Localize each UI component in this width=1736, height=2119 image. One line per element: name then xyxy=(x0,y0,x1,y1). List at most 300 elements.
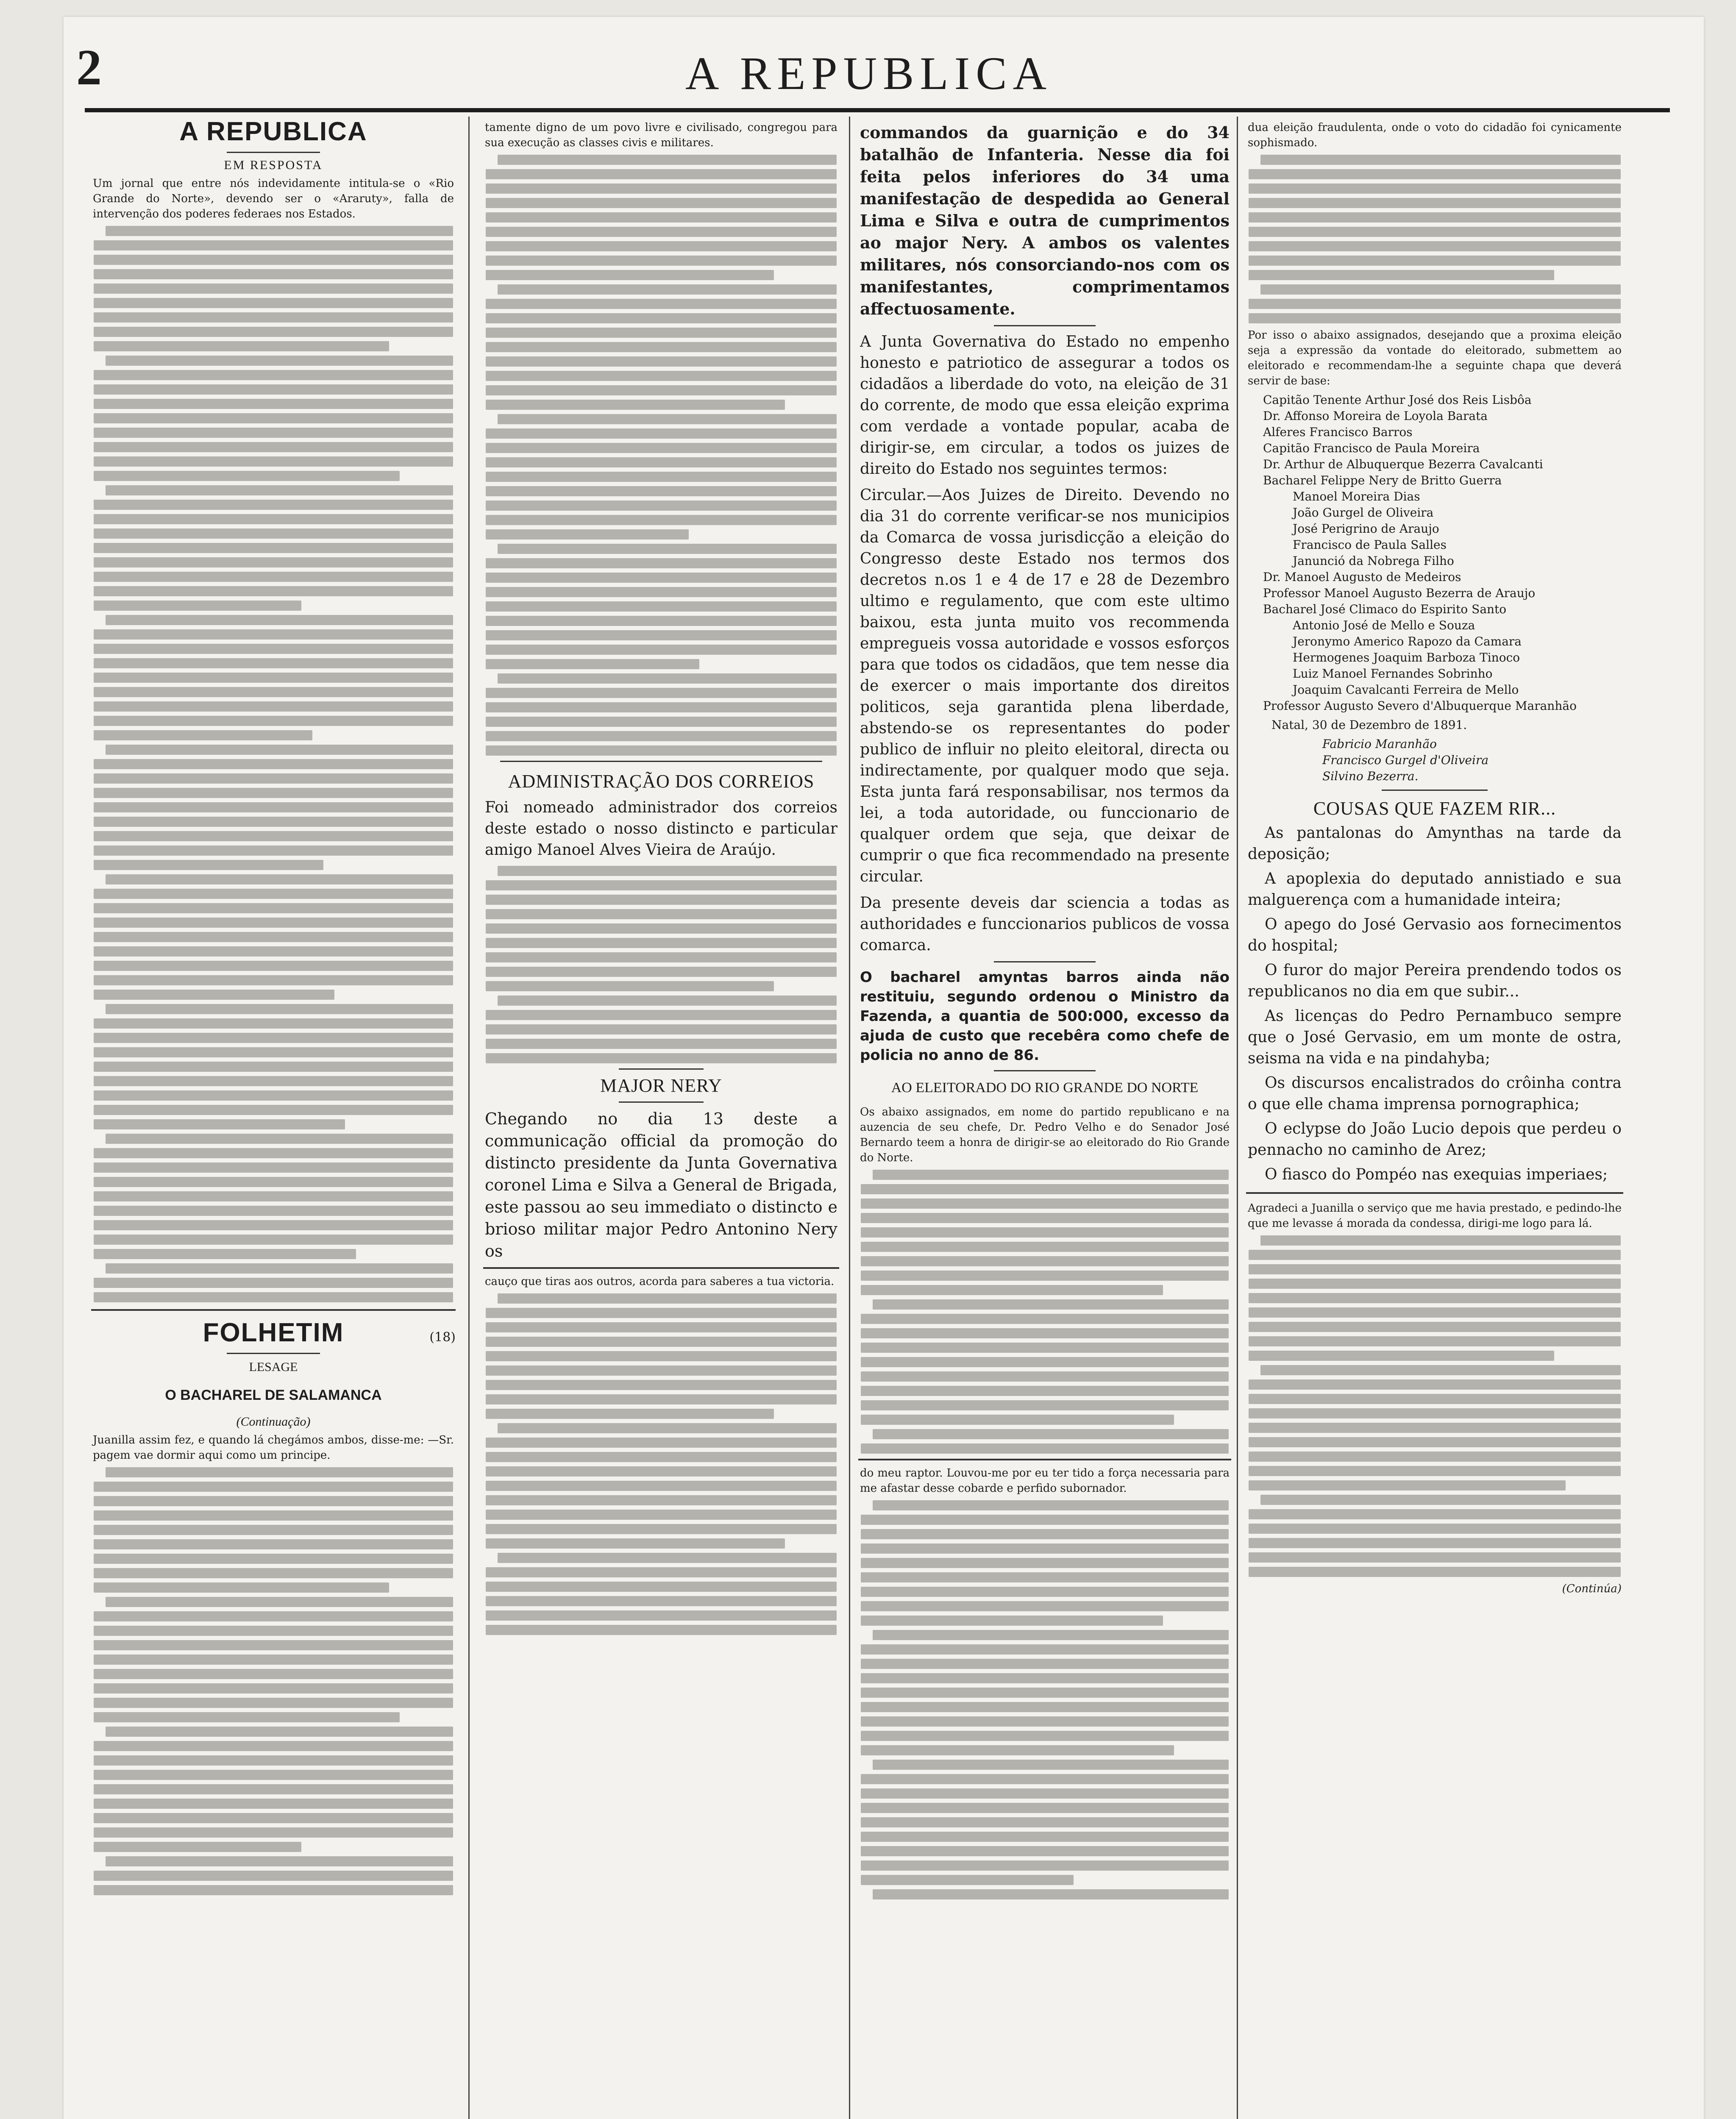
text-line xyxy=(486,895,837,905)
text-line xyxy=(94,788,453,798)
text-line xyxy=(94,1076,453,1086)
text-line xyxy=(106,1467,453,1477)
text-line xyxy=(94,730,312,740)
text-line xyxy=(94,1755,453,1766)
text-line xyxy=(486,328,837,338)
text-line xyxy=(861,1199,1229,1209)
text-line xyxy=(861,1529,1229,1539)
divider xyxy=(91,1309,456,1311)
text-line xyxy=(486,1365,837,1376)
text-line xyxy=(94,773,453,784)
text-line xyxy=(486,385,837,395)
text-line xyxy=(498,866,837,876)
text-line xyxy=(1249,169,1621,179)
text-line xyxy=(486,967,837,977)
text-line xyxy=(94,1292,453,1302)
text-line xyxy=(486,952,837,962)
folhetim-lead: Agradeci a Juanilla o serviço que me havia prestado, e pedindo-lhe que me levasse á morada da condessa, dirigi-me logo para lá. xyxy=(1248,1202,1622,1230)
text-line xyxy=(94,1047,453,1057)
column-3 xyxy=(858,117,1231,1904)
correios-body xyxy=(483,866,839,1063)
column-2 xyxy=(483,117,839,1639)
text-line xyxy=(94,1568,453,1578)
text-line xyxy=(861,1184,1229,1194)
folhetim-header xyxy=(91,1318,456,1348)
text-line xyxy=(1249,1437,1621,1447)
text-line xyxy=(1249,227,1621,237)
text-line xyxy=(861,1846,1229,1856)
nery-continuation: commandos da guarnição e do 34 batalhão de Infanteria. Nesse dia foi feita pelos inferiores do 34 uma manifestação de despedida ao General Lima e Silva e outra de cumprimentos ao major Nery. A ambos os valentes militares, nós consorciando-nos com os manifestantes, comprimentamos affectuosamente. xyxy=(860,123,1230,318)
text-line xyxy=(94,1249,356,1259)
junta-circular: Circular.—Aos Juizes de Direito. Devendo no dia 31 do corrente verificar-se nos municipios da Comarca de vossa jurisdicção a eleição do Congresso deste Estado nos termos dos decretos n.os 1 e 4 de 17 e 28 de Dezembro ultimo e regulamento, que com este ultimo baixou, esta junta muito vos recommenda empregueis vossa autoridade e vossos esforços para que todos os cidadãos, que tem nesse dia de exercer o mais importante dos direitos politicos, seja garantida plena liberdade, abstendo-se os representantes do poder publico de influir no pleito eleitoral, directa ou indirectamente, por qualquer modo que seja. Esta junta fará responsabilisar, nos termos da lei, a toda autoridade, ou funccionario de qualquer ordem que seja, que deixar de cumprir o que fica recommendado na presente circular. xyxy=(860,487,1230,885)
text-line xyxy=(861,1242,1229,1252)
text-line xyxy=(94,514,453,524)
text-line xyxy=(1249,1293,1621,1303)
text-line xyxy=(94,701,453,712)
candidate-name: Dr. Affonso Moreira de Loyola Barata xyxy=(1263,409,1488,423)
text-line xyxy=(486,1452,837,1462)
text-line xyxy=(94,946,453,957)
text-line xyxy=(873,1170,1229,1180)
eleitorado-title: AO ELEITORADO DO RIO GRANDE DO NORTE xyxy=(891,1080,1199,1096)
text-line xyxy=(94,240,453,250)
text-line xyxy=(486,601,837,612)
text-line xyxy=(94,586,453,596)
text-line xyxy=(486,313,837,323)
text-line xyxy=(486,702,837,712)
text-line xyxy=(486,1010,837,1020)
text-line xyxy=(94,658,453,668)
candidate-name: José Perigrino de Araujo xyxy=(1293,522,1439,536)
text-line xyxy=(94,817,453,827)
text-line xyxy=(106,1263,453,1274)
text-line xyxy=(94,1235,453,1245)
text-line xyxy=(861,1314,1229,1324)
text-line xyxy=(486,256,837,266)
eleitorado-lead: Os abaixo assignados, em nome do partido republicano e na auzencia de seu chefe, Dr. Pedro Velho e do Senador José Bernardo teem a honra de dirigir-se ao eleitorado do Rio Grande do Norte. xyxy=(860,1106,1230,1164)
text-line xyxy=(94,1191,453,1201)
divider xyxy=(1382,790,1488,791)
text-line xyxy=(486,515,837,525)
text-line xyxy=(861,1256,1229,1266)
text-line xyxy=(486,1582,837,1592)
text-line xyxy=(106,1004,453,1014)
text-line xyxy=(94,1827,453,1838)
cousas-item: O eclypse do João Lucio depois que perdeu o pennacho no caminho de Arez; xyxy=(1248,1120,1622,1159)
text-line xyxy=(873,1299,1229,1310)
cousas-item: As pantalonas do Amynthas na tarde da deposição; xyxy=(1248,824,1622,863)
text-line xyxy=(1249,1423,1621,1433)
text-line xyxy=(861,1716,1229,1727)
text-line xyxy=(94,1496,453,1506)
text-line xyxy=(94,1206,453,1216)
folhetim-body xyxy=(483,1293,839,1635)
text-line xyxy=(486,1438,837,1448)
divider xyxy=(227,1353,320,1354)
text-line xyxy=(861,1832,1229,1842)
text-line xyxy=(94,1539,453,1549)
masthead-title: A REPUBLICA xyxy=(685,47,1053,99)
cousas-item: As licenças do Pedro Pernambuco sempre que o José Gervasio, em um monte de ostra, seisma na vida e na pindahyba; xyxy=(1248,1007,1622,1067)
text-line xyxy=(486,981,774,991)
text-line xyxy=(94,255,453,265)
text-line xyxy=(94,1482,453,1492)
text-line xyxy=(94,1626,453,1636)
candidate-name: Joaquim Cavalcanti Ferreira de Mello xyxy=(1293,683,1519,697)
text-line xyxy=(94,990,334,1000)
text-line xyxy=(873,1500,1229,1510)
text-line xyxy=(486,1351,837,1361)
text-line xyxy=(861,1443,1229,1454)
text-line xyxy=(94,572,453,582)
text-line xyxy=(1249,1452,1621,1462)
divider xyxy=(500,761,822,762)
text-line xyxy=(94,284,453,294)
text-line xyxy=(1249,1351,1554,1361)
section-title-a-republica: A REPUBLICA xyxy=(179,117,367,146)
text-line xyxy=(1249,241,1621,251)
article-continuation: tamente digno de um povo livre e civilisado, congregou para sua execução as classes civis e militares. xyxy=(485,121,837,149)
text-line xyxy=(861,1357,1229,1367)
text-line xyxy=(94,903,453,913)
junta-lead: A Junta Governativa do Estado no empenho honesto e patriotico de assegurar a todos os cidadãos a liberdade do voto, na eleição de 31 do corrente, de modo que essa eleição exprima com verdade a vontade popular, acaba de dirigir-se, em circular, a todos os juizes de direito do Estado nos seguintes termos: xyxy=(860,333,1230,478)
text-line xyxy=(861,1774,1229,1784)
text-line xyxy=(1249,1552,1621,1563)
text-line xyxy=(486,880,837,890)
candidate-name: Janunció da Nobrega Filho xyxy=(1293,554,1454,568)
text-line xyxy=(486,443,837,453)
text-line xyxy=(486,270,774,280)
text-line xyxy=(486,1322,837,1332)
text-line xyxy=(861,1803,1229,1813)
text-line xyxy=(873,1889,1229,1899)
text-line xyxy=(94,528,453,539)
candidate-name: Jeronymo Americo Rapozo da Camara xyxy=(1293,634,1522,648)
text-line xyxy=(94,442,453,452)
text-line xyxy=(94,831,453,841)
text-line xyxy=(486,1039,837,1049)
candidate-name: Capitão Francisco de Paula Moreira xyxy=(1263,441,1480,455)
text-line xyxy=(486,616,837,626)
text-line xyxy=(1249,198,1621,208)
text-line xyxy=(94,543,453,553)
column-1 xyxy=(91,117,456,1899)
divider xyxy=(619,1101,704,1103)
eleitorado-date: Natal, 30 de Dezembro de 1891. xyxy=(1271,718,1467,732)
text-line xyxy=(94,1220,453,1230)
story-title: O BACHAREL DE SALAMANCA xyxy=(165,1387,382,1403)
text-line xyxy=(94,601,301,611)
text-line xyxy=(94,644,453,654)
candidate-name: Dr. Manoel Augusto de Medeiros xyxy=(1263,570,1461,584)
text-line xyxy=(1249,1509,1621,1519)
text-line xyxy=(94,1177,453,1187)
text-line xyxy=(861,1616,1163,1626)
text-line xyxy=(486,400,785,410)
text-line xyxy=(94,1842,301,1852)
text-line xyxy=(486,1481,837,1491)
text-line xyxy=(861,1371,1229,1382)
nery-lead: Chegando no dia 13 deste a communicação official da promoção do distincto presidente da Junta Governativa coronel Lima e Silva a General de Brigada, este passou ao seu immediato o distincto e brioso militar major Pedro Antonino Nery os xyxy=(485,1110,837,1260)
text-line xyxy=(873,1429,1229,1439)
text-line xyxy=(1249,1264,1621,1274)
text-line xyxy=(486,1409,774,1419)
text-line xyxy=(486,169,837,179)
text-line xyxy=(486,923,837,934)
text-line xyxy=(486,745,837,756)
text-line xyxy=(486,501,837,511)
eleitorado-body xyxy=(1246,155,1623,323)
text-line xyxy=(94,1698,453,1708)
text-line xyxy=(486,1495,837,1505)
candidate-name: Francisco de Paula Salles xyxy=(1293,538,1447,552)
candidates-intro: Por isso o abaixo assignados, desejando que a proxima eleição seja a expressão da vontade do eleitorado, submettem ao eleitorado e recommendam-lhe a seguinte chapa que deverá servir de base: xyxy=(1248,329,1622,387)
text-line xyxy=(861,1572,1229,1582)
text-line xyxy=(861,1587,1229,1597)
text-line xyxy=(94,1033,453,1043)
text-line xyxy=(94,1105,453,1115)
text-line xyxy=(94,1162,453,1173)
column-divider xyxy=(1237,117,1238,2119)
text-line xyxy=(94,1062,453,1072)
text-line xyxy=(498,155,837,165)
candidate-name: Capitão Tenente Arthur José dos Reis Lisbôa xyxy=(1263,393,1532,407)
text-line xyxy=(106,1134,453,1144)
page-number: 2 xyxy=(76,39,102,95)
divider xyxy=(619,1068,704,1070)
text-line xyxy=(94,327,453,337)
text-line xyxy=(486,212,837,222)
text-line xyxy=(94,1018,453,1029)
text-line xyxy=(94,1119,345,1129)
text-line xyxy=(1249,1538,1621,1548)
divider xyxy=(858,1459,1231,1460)
text-line xyxy=(486,909,837,919)
text-line xyxy=(486,1308,837,1318)
nery-title: MAJOR NERY xyxy=(600,1075,722,1096)
text-line xyxy=(486,1610,837,1621)
text-line xyxy=(498,544,837,554)
text-line xyxy=(94,1090,453,1101)
text-line xyxy=(94,384,453,395)
signature: Francisco Gurgel d'Oliveira xyxy=(1322,753,1489,767)
text-line xyxy=(861,1817,1229,1827)
text-line xyxy=(861,1745,1174,1755)
text-line xyxy=(861,1543,1229,1554)
text-line xyxy=(486,558,837,568)
text-line xyxy=(94,456,453,467)
text-line xyxy=(1260,155,1621,165)
text-line xyxy=(94,961,453,971)
text-line xyxy=(1249,1567,1621,1577)
text-line xyxy=(486,299,837,309)
text-line xyxy=(94,1799,453,1809)
text-line xyxy=(498,1553,837,1563)
text-line xyxy=(94,370,453,380)
text-line xyxy=(1249,1307,1621,1318)
text-line xyxy=(486,688,837,698)
folhetim-author: LESAGE xyxy=(249,1360,298,1374)
text-line xyxy=(94,1582,389,1593)
text-line xyxy=(94,932,453,942)
text-line xyxy=(486,1538,785,1549)
cousas-item: O furor do major Pereira prendendo todos os republicanos no dia em que subir... xyxy=(1248,962,1622,1000)
folhetim-number: (18) xyxy=(429,1330,456,1345)
folhetim-lead: cauço que tiras aos outros, acorda para saberes a tua victoria. xyxy=(485,1275,835,1288)
text-line xyxy=(94,1640,453,1650)
text-line xyxy=(1249,212,1621,222)
text-line xyxy=(486,529,689,539)
cousas-item: A apoplexia do deputado annistiado e sua malguerença com a humanidade inteira; xyxy=(1248,870,1622,909)
text-line xyxy=(486,371,837,381)
divider xyxy=(994,961,1096,962)
text-line xyxy=(94,399,453,409)
text-line xyxy=(486,587,837,597)
folhetim-title: FOLHETIM xyxy=(203,1318,344,1347)
text-line xyxy=(1249,1322,1621,1332)
text-line xyxy=(106,1727,453,1737)
text-line xyxy=(94,673,453,683)
text-line xyxy=(486,731,837,741)
text-line xyxy=(861,1702,1229,1712)
text-line xyxy=(94,918,453,928)
text-line xyxy=(486,184,837,194)
text-line xyxy=(486,486,837,496)
text-line xyxy=(94,1712,400,1722)
text-line xyxy=(861,1558,1229,1568)
text-line xyxy=(106,874,453,884)
text-line xyxy=(106,745,453,755)
text-line xyxy=(498,673,837,684)
text-line xyxy=(486,198,837,208)
text-line xyxy=(861,1673,1229,1683)
text-line xyxy=(106,615,453,625)
text-line xyxy=(94,1554,453,1564)
text-line xyxy=(1260,1235,1621,1246)
text-line xyxy=(861,1644,1229,1655)
text-line xyxy=(1249,1466,1621,1476)
header-rule xyxy=(85,108,1670,112)
candidate-name: Luiz Manoel Fernandes Sobrinho xyxy=(1293,667,1493,681)
text-line xyxy=(1260,284,1621,295)
cousas-item: O fiasco do Pompéo nas exequias imperiaes; xyxy=(1265,1166,1608,1183)
candidate-list xyxy=(1246,392,1623,714)
text-line xyxy=(94,845,453,856)
text-line xyxy=(94,1655,453,1665)
text-line xyxy=(94,860,323,870)
text-line xyxy=(1249,1480,1566,1491)
text-line xyxy=(1249,270,1554,280)
folhetim-body xyxy=(1246,1235,1623,1577)
text-line xyxy=(486,428,837,439)
divider xyxy=(1246,1192,1623,1194)
text-line xyxy=(486,1337,837,1347)
text-line xyxy=(1260,1495,1621,1505)
text-line xyxy=(861,1328,1229,1338)
text-line xyxy=(861,1213,1229,1223)
cousas-title: COUSAS QUE FAZEM RIR... xyxy=(1313,798,1556,819)
text-line xyxy=(94,1885,453,1895)
text-line xyxy=(94,1525,453,1535)
text-line xyxy=(1249,256,1621,266)
text-line xyxy=(1249,184,1621,194)
text-line xyxy=(94,802,453,812)
text-line xyxy=(94,500,453,510)
text-line xyxy=(498,1293,837,1304)
text-line xyxy=(861,1343,1229,1353)
text-line xyxy=(861,1400,1229,1410)
text-line xyxy=(486,1053,837,1063)
text-line xyxy=(94,1278,453,1288)
divider xyxy=(227,152,320,153)
text-line xyxy=(861,1271,1229,1281)
text-line xyxy=(94,759,453,769)
text-line xyxy=(861,1415,1174,1425)
text-line xyxy=(94,557,453,567)
text-line xyxy=(106,1856,453,1866)
divider xyxy=(483,1267,839,1269)
correios-lead: Foi nomeado administrador dos correios deste estado o nosso distincto e particular amigo Manoel Alves Vieira de Araújo. xyxy=(485,799,837,859)
text-line xyxy=(1249,1279,1621,1289)
text-line xyxy=(94,629,453,640)
text-line xyxy=(486,659,699,669)
signature: Silvino Bezerra. xyxy=(1322,769,1419,783)
text-line xyxy=(861,1515,1229,1525)
text-line xyxy=(861,1875,1074,1885)
text-line xyxy=(94,1611,453,1621)
text-line xyxy=(1249,1379,1621,1390)
text-line xyxy=(94,298,453,308)
text-line xyxy=(486,717,837,727)
text-line xyxy=(498,996,837,1006)
text-line xyxy=(94,1784,453,1794)
text-line xyxy=(1260,1365,1621,1375)
text-line xyxy=(1249,1524,1621,1534)
correios-title: ADMINISTRAÇÃO DOS CORREIOS xyxy=(508,771,815,792)
text-line xyxy=(1249,1394,1621,1404)
eleitorado-body xyxy=(858,1170,1231,1454)
text-line xyxy=(486,1466,837,1477)
text-line xyxy=(486,356,837,367)
junta-circular-end: Da presente deveis dar sciencia a todas as authoridades e funccionarios publicos de vossa comarca. xyxy=(860,894,1230,954)
text-line xyxy=(106,1597,453,1607)
text-line xyxy=(486,472,837,482)
text-line xyxy=(486,630,837,640)
text-line xyxy=(486,1567,837,1577)
text-line xyxy=(94,1510,453,1521)
text-line xyxy=(486,1524,837,1534)
story-lead: Juanilla assim fez, e quando lá chegámos ambos, disse-me: —Sr. pagem vae dormir aqui como um principe. xyxy=(93,1434,454,1462)
candidate-name: Hermogenes Joaquim Barboza Tinoco xyxy=(1293,651,1520,665)
candidate-name: João Gurgel de Oliveira xyxy=(1293,506,1434,520)
subhead-em-resposta: EM RESPOSTA xyxy=(224,158,323,172)
text-line xyxy=(94,1683,453,1694)
text-line xyxy=(861,1659,1229,1669)
text-line xyxy=(498,414,837,424)
text-line xyxy=(861,1731,1229,1741)
text-line xyxy=(94,269,453,279)
bold-notice: O bacharel amyntas barros ainda não restituiu, segundo ordenou o Ministro da Fazenda, a quantia de 500:000, excesso da ajuda de custo que recebêra como chefe de policia no anno de 86. xyxy=(860,969,1230,1064)
divider xyxy=(994,325,1096,326)
column-divider xyxy=(468,117,470,2119)
candidate-name: Professor Augusto Severo d'Albuquerque Maranhão xyxy=(1263,699,1577,713)
text-line xyxy=(94,1148,453,1158)
candidate-name: Alferes Francisco Barros xyxy=(1263,425,1413,439)
candidate-name: Antonio José de Mello e Souza xyxy=(1293,618,1475,632)
text-line xyxy=(861,1788,1229,1799)
text-line xyxy=(94,341,389,351)
column-divider xyxy=(849,117,850,2119)
